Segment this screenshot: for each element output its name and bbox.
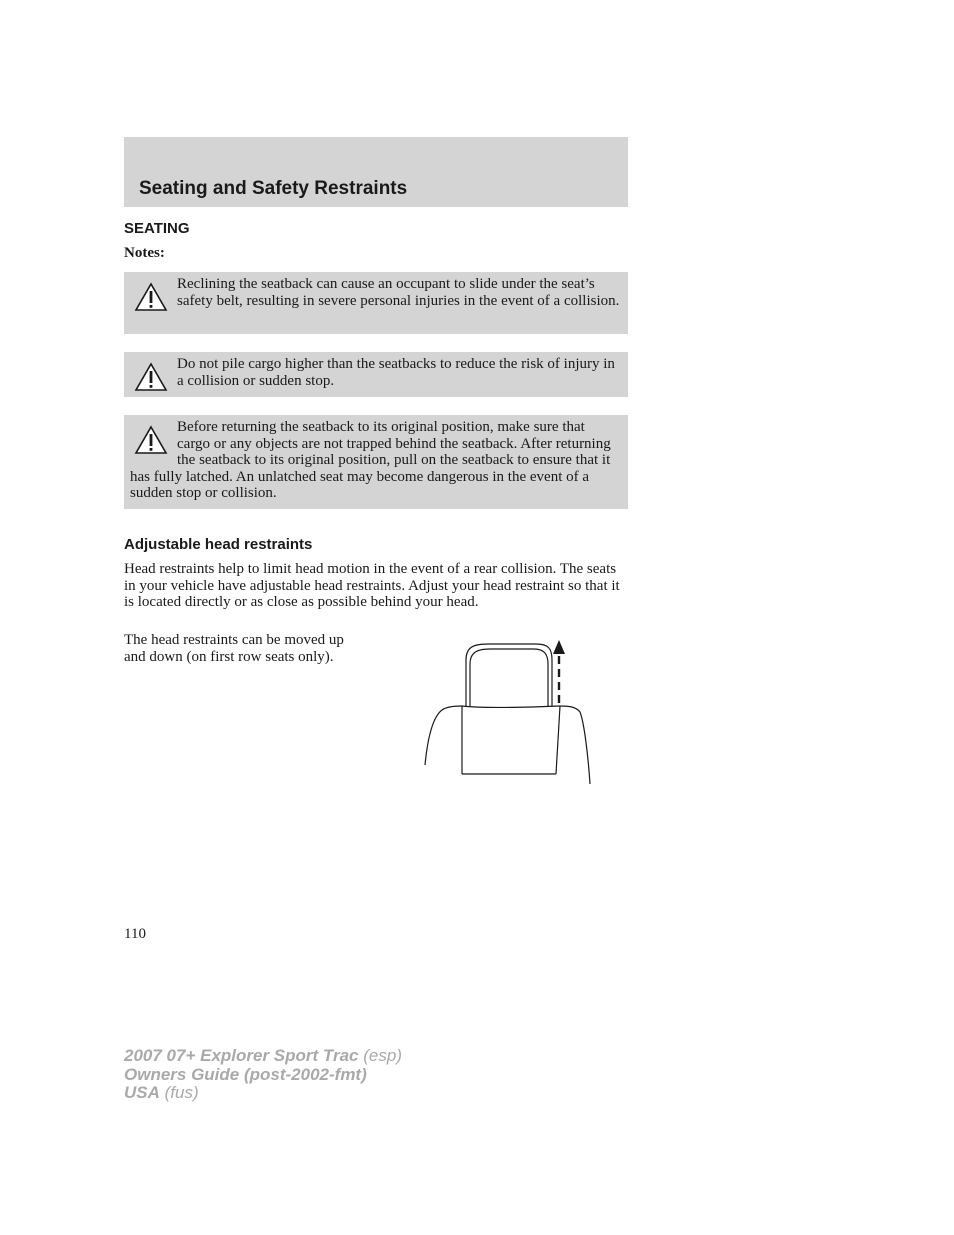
footer-line-2	[124, 1066, 402, 1085]
warning-text: Do not pile cargo higher than the seatbacks to reduce the risk of injury in a collision or sudden stop.	[177, 356, 615, 389]
document-footer	[124, 1047, 402, 1103]
head-restraint-illustration	[420, 634, 600, 789]
warning-triangle-icon	[134, 282, 168, 312]
footer-model: 2007 07+ Explorer Sport Trac	[124, 1046, 359, 1065]
header-band	[124, 137, 628, 207]
warning-triangle-icon	[134, 362, 168, 392]
footer-line-1	[124, 1047, 402, 1066]
footer-guide: Owners Guide (post-2002-fmt)	[124, 1064, 367, 1084]
page-title: Seating and Safety Restraints	[139, 178, 408, 199]
warning-text: Before returning the seatback to its original position, make sure that cargo or any objects are not trapped behind the seatback. After returning the seatback to its original position, pull on the seatback to ensure that it has fully latched. An unlatched seat may become dangerous in the event of a sudden stop or collision.	[130, 419, 611, 501]
subsection-heading: Adjustable head restraints	[124, 536, 313, 553]
footer-market-code: (fus)	[164, 1083, 199, 1102]
body-paragraph: The head restraints can be moved up and down (on first row seats only).	[124, 632, 344, 665]
warning-box-1	[124, 272, 628, 334]
warning-text: Reclining the seatback can cause an occupant to slide under the seat’s safety belt, resulting in severe personal injuries in the event of a collision.	[177, 276, 620, 309]
footer-code: (esp)	[363, 1046, 402, 1065]
footer-line-3	[124, 1084, 402, 1103]
section-heading: SEATING	[124, 220, 190, 237]
warning-box-2	[124, 352, 628, 397]
footer-market: USA	[124, 1083, 160, 1102]
notes-label: Notes:	[124, 245, 165, 261]
warning-triangle-icon	[134, 425, 168, 455]
body-paragraph: Head restraints help to limit head motion in the event of a rear collision. The seats in your vehicle have adjustable head restraints. Adjust your head restraint so that it is located directly or as close as possible behind your head.	[124, 561, 620, 610]
page-number: 110	[124, 926, 146, 942]
warning-box-3	[124, 415, 628, 509]
